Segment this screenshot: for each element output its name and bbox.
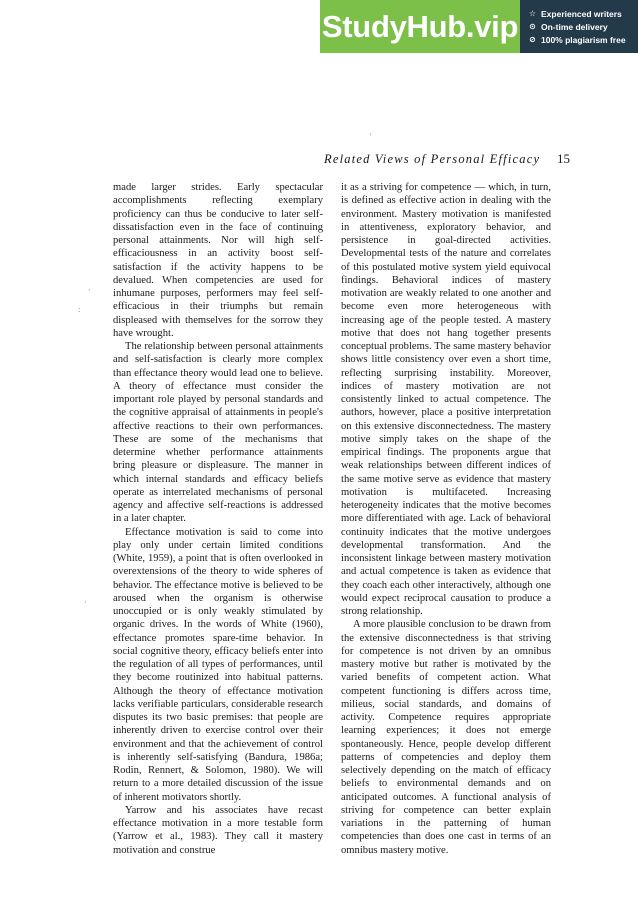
running-head-title: Related Views of Personal Efficacy: [324, 152, 541, 166]
studyhub-banner[interactable]: [320, 0, 638, 53]
right-paragraph-2: A more plausible conclusion to be drawn from the extensive disconnectedness is that striving for competence is not driven by an omnibus mastery motive but rather is motivated by the varied benefits of competent action. What competent functioning is differs across time, milieus, social standards, and domains of activity. Competence requires appropriate learning experiences; it does not emerge spontaneously. Hence, people develop different patterns of competencies and deploy them selectively depending on the match of efficacy beliefs to environmental demands and on anticipated outcomes. A functional analysis of striving for competence can better explain variations in the patterning of human competencies than does one cast in terms of an omnibus mastery motive.: [341, 619, 551, 856]
scan-speck: ·: [88, 286, 91, 295]
left-paragraph-3: Effectance motivation is said to come into play only under certain limited conditions (White, 1959), a point that is often overlooked in overextensions of the theory to wide spheres of behavior. The effectance motive is believed to be aroused when the organism is otherwise unoccupied or is only weakly stimulated by organic drives. In the words of White (1960), effectance promotes spare-time behavior. In social cognitive theory, efficacy beliefs enter into the regulation of all types of performances, until they become routinized into habitual patterns. Although the theory of effectance motivation lacks verifiable particulars, considerable research disputes its two basic premises: that people are inherently driven to exercise control over their environment and that the achievement of control is inherently self-satisfying (Bandura, 1986a; Rodin, Rennert, & Solomon, 1980). We will return to a more detailed discussion of the issue of inherent motivators shortly.: [113, 526, 323, 803]
banner-features: [520, 0, 638, 53]
right-column: [341, 181, 551, 857]
feature-label: 100% plagiarism free: [541, 34, 626, 45]
feature-plagiarism-free: [528, 35, 638, 45]
scan-speck: ·: [84, 598, 87, 607]
running-head: [324, 151, 570, 167]
feature-label: On-time delivery: [541, 21, 608, 32]
clock-icon: ⊙: [529, 22, 536, 31]
left-column: [113, 181, 323, 857]
shield-check-icon: ⊘: [529, 35, 536, 44]
left-paragraph-4: Yarrow and his associates have recast effectance motivation in a more testable form (Yarrow et al., 1983). They call it mastery motivation and construe: [113, 804, 323, 856]
left-paragraph-2: The relationship between personal attainments and self-satisfaction is clearly more complex than effectance theory would lead one to believe. A theory of effectance must consider the important role played by personal standards and the cognitive appraisal of attainments in people's affective reactions to their own performances. These are some of the mechanisms that determine whether performance attainments bring pleasure or displeasure. The manner in which internal standards and efficacy beliefs operate as interrelated mechanisms of personal agency and affective self-reactions is addressed in a later chapter.: [113, 341, 323, 525]
right-paragraph-1: it as a striving for competence — which, in turn, is defined as effective action in dealing with the environment. Mastery motivation is manifested in attentiveness, exploratory behavior, and persistence in goal-directed activities. Developmental tests of the nature and correlates of this postulated motive system yield equivocal findings. Behavioral indices of mastery motivation are weakly related to one another and become even more heterogeneous with increasing age of the people tested. A mastery motive that does not hang together presents conceptual problems. The same mastery behavior shows little consistency over even a short time, reflecting surprising instability. Moreover, indices of mastery motivation are not consistently linked to actual competence. The authors, however, place a positive interpretation on this extensive disconnectedness. The mastery motive simply takes on the shape of the empirical findings. The proponents argue that weak relationships between different indices of the same motive serve as evidence that mastery motivation is multifaceted. Increasing heterogeneity indicates that the motive becomes more differentiated with age. Lack of behavioral continuity indicates that the motive undergoes developmental transformation. And the inconsistent linkage between mastery motivation and actual competence is taken as evidence that they coach each other interactively, although one would expect reciprocal causation to produce a strong relationship.: [341, 182, 551, 617]
studyhub-logo[interactable]: StudyHub.vip: [320, 0, 520, 53]
left-paragraph-1: made larger strides. Early spectacular accomplishments reflecting exemplary proficiency can thus be conducive to later self-dissatisfaction even in the face of continuing personal attainments. Nor will high self-efficaciousness in an activity boost self-satisfaction if the activity happens to be devalued. When competencies are used for inhumane purposes, performers may feel self-efficacious in their triumphs but remain displeased with themselves for the sorrow they have wrought.: [113, 182, 323, 339]
scan-speck: :: [78, 305, 81, 314]
scan-speck: ': [370, 132, 372, 141]
feature-experienced-writers: [528, 9, 638, 19]
page-number: 15: [557, 151, 570, 166]
star-icon: ☆: [528, 9, 537, 18]
feature-label: Experienced writers: [541, 8, 622, 19]
feature-on-time-delivery: [528, 22, 638, 32]
